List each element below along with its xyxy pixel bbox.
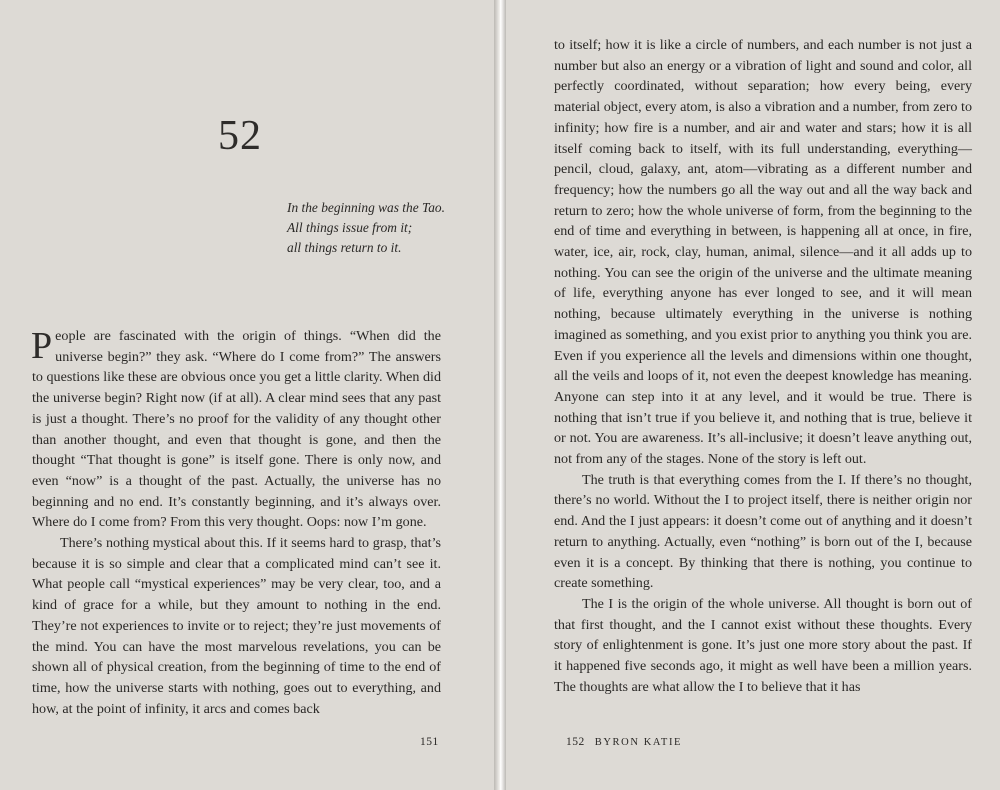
epigraph-line: All things issue from it;	[287, 220, 413, 235]
drop-cap: P	[31, 325, 53, 367]
running-head: BYRON KATIE	[594, 737, 683, 748]
book-gutter	[494, 0, 506, 790]
paragraph: The truth is that everything comes from the I. If there’s no thought, there’s no world. Without the I to project itself, there is neither origin nor end. And the I just appears: it doesn’t come out of anything and it doesn’t return to anything. Actually, even “nothing” is born out of the I, because even it is a concept. By thinking that there is nothing, you continue to create something.	[554, 471, 972, 592]
chapter-number: 52	[218, 113, 262, 159]
footer	[566, 736, 682, 748]
paragraph: There’s nothing mystical about this. If it seems hard to grasp, that’s because it is so simple and clear that a complicated mind can’t see it. What people call “mystical experiences” may be very clear, too, and a kind of grace for a while, but they amount to nothing in the end. They’re not experiences to invite or to reject; they’re just movements of the mind. You can have the most marvelous revelations, you can be shown all of physical creation, from the beginning of time to the end of time, how the universe starts with nothing, goes out to everything, and how, at the point of infinity, it arcs and comes back	[32, 535, 441, 717]
paragraph: to itself; how it is like a circle of numbers, and each number is not just a number but also an energy or a vibration of light and sound and color, all perfectly coordinated, without separation; how every being, every material object, every atom, is also a vibration and a number, from zero to infinity; how fire is a number, and air and water and stars; how it is all itself coming back to itself, with its full understanding, everything—pencil, cloud, galaxy, ant, atom—vibrating as a different number and frequency; how the numbers go all the way out and all the way back and return to zero; how the whole universe of form, from the beginning to the end of time and everything in between, is happening all at once, in fire, water, ice, air, rock, clay, human, animal, silence—and it all adds up to nothing. You can see the origin of the universe and the ultimate meaning of life, everything anyone has ever longed to see, and it will mean nothing, because ultimately everything in the universe is nothing imagined as something, and you exist prior to anything you think you are. Even if you experience all the levels and dimensions within one thought, all the veils and loops of it, not even the deepest knowledge has meaning. Anyone can step into it at any level, and it would be true. There is nothing that isn’t true if you believe it, and nothing that is true, believe it or not. You are awareness. It’s all-inclusive; it doesn’t leave anything out, not from any of the stages. None of the story is left out.	[554, 37, 972, 468]
paragraph: The I is the origin of the whole universe. All thought is born out of that first thought, and the I cannot exist without these thoughts. Every story of enlightenment is gone. It’s just one more story about the past. If it happened five seconds ago, it might as well have been a million years. The thoughts are what allow the I to believe that it has	[554, 595, 972, 695]
right-body-text	[554, 35, 972, 698]
page-number: 152	[566, 736, 585, 748]
epigraph-line: In the beginning was the Tao.	[287, 200, 445, 215]
epigraph	[287, 198, 445, 258]
paragraph	[32, 326, 441, 533]
page-number: 151	[420, 736, 439, 748]
epigraph-line: all things return to it.	[287, 240, 402, 255]
paragraph-text: eople are fascinated with the origin of things. “When did the universe begin?” they ask. “Where do I come from?” The answers to questions like these are obvious once you get a little clarity. When did the universe begin? Right now (if at all). A clear mind sees that any past is just a thought. There’s no proof for the validity of any thought other than another thought, and even that thought is gone, and then the thought “That thought is gone” is itself gone. There is only now, and even “now” is a thought of the past. Actually, the universe has no beginning and no end. It’s constantly beginning, and it’s always over. Where do I come from? From this very thought. Oops: now I’m gone.	[32, 328, 442, 531]
left-page	[0, 0, 494, 790]
left-body-text	[32, 326, 441, 719]
